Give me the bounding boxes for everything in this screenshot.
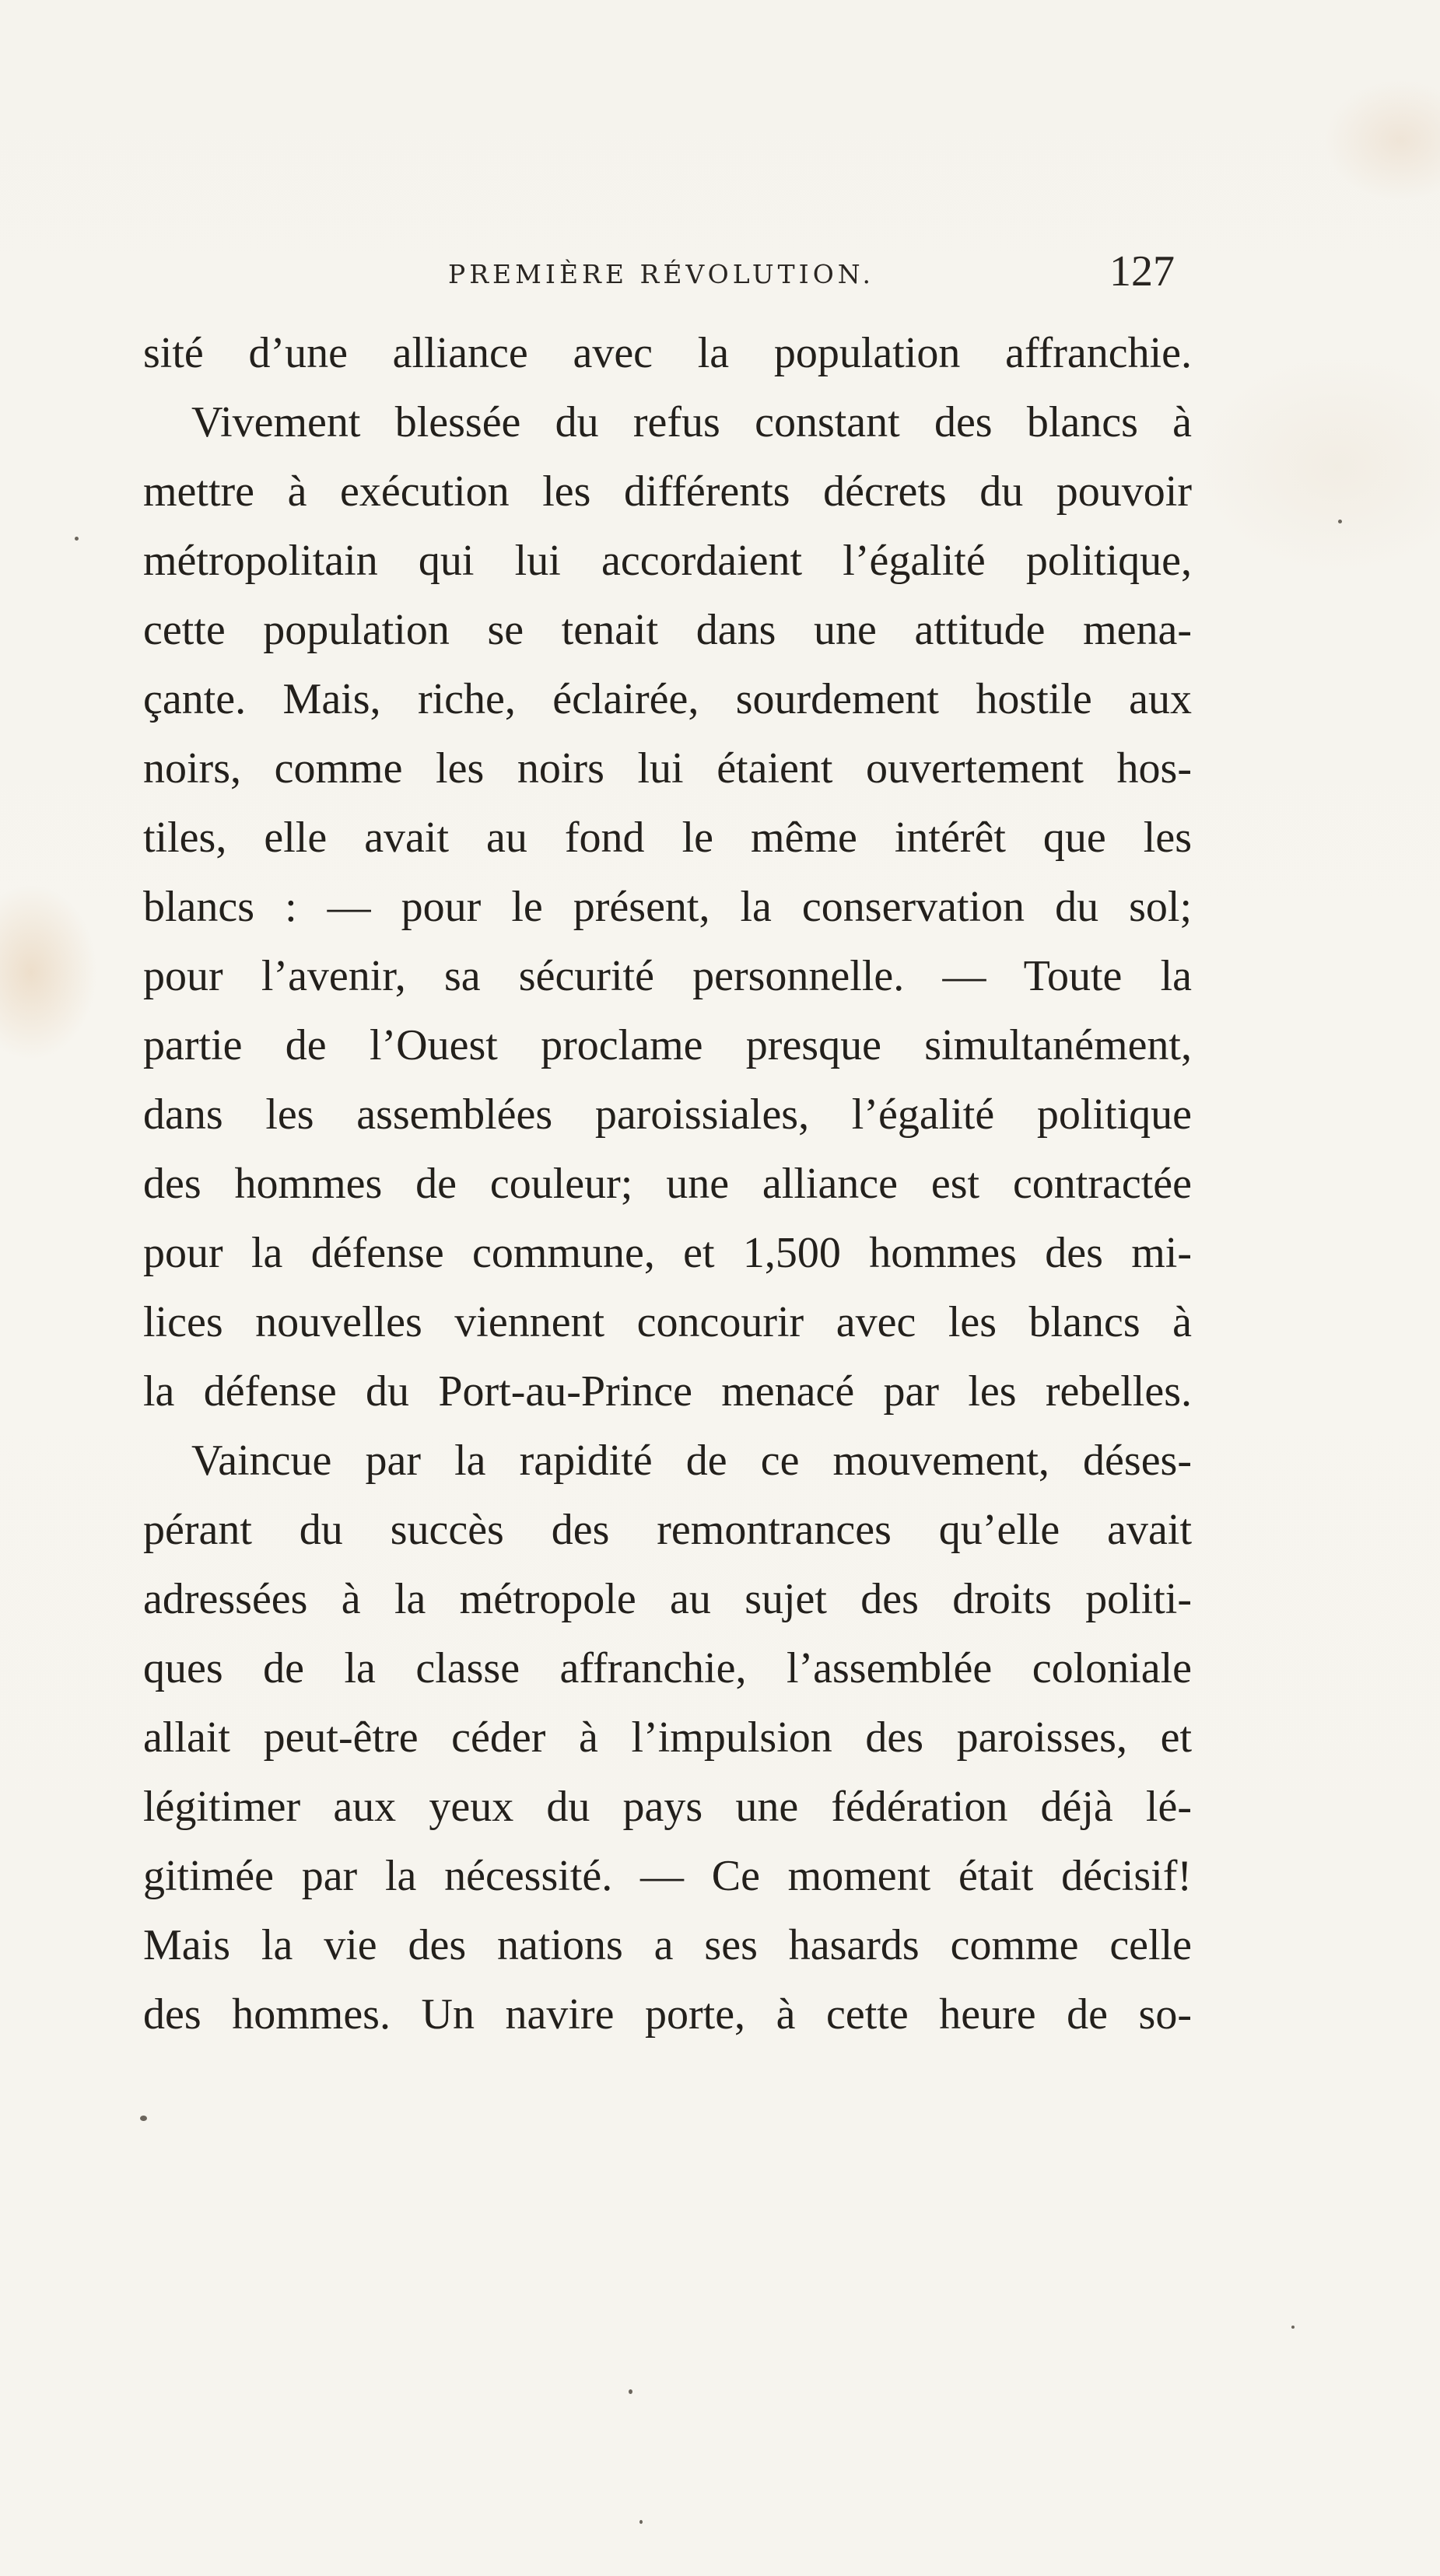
paper-speck — [1291, 2326, 1295, 2329]
body-text — [143, 319, 1192, 2049]
text-line: çante. Mais, riche, éclairée, sourdement hostile aux — [143, 675, 1192, 723]
text-line: gitimée par la nécessité. — Ce moment était décisif! — [143, 1852, 1192, 1900]
text-line: la défense du Port-au-Prince menacé par les rebelles. — [143, 1367, 1192, 1416]
paper-speck — [629, 2389, 632, 2394]
page-number: 127 — [1109, 247, 1175, 296]
text-line: pour la défense commune, et 1,500 hommes des mi- — [143, 1229, 1192, 1277]
text-line: noirs, comme les noirs lui étaient ouvertement hos- — [143, 744, 1192, 793]
text-line: métropolitain qui lui accordaient l’égalité politique, — [143, 537, 1192, 585]
text-line: Vivement blessée du refus constant des blancs à — [191, 398, 1192, 446]
text-line: pour l’avenir, sa sécurité personnelle. — Toute la — [143, 952, 1192, 1000]
paper-speck — [140, 2116, 147, 2121]
text-line: tiles, elle avait au fond le même intérêt que les — [143, 814, 1192, 862]
paper-speck — [75, 537, 79, 541]
paper-speck — [1338, 520, 1342, 523]
text-line: cette population se tenait dans une attitude mena- — [143, 606, 1192, 654]
text-line: ques de la classe affranchie, l’assemblée coloniale — [143, 1644, 1192, 1692]
text-line: des hommes. Un navire porte, à cette heure de so- — [143, 1990, 1192, 2039]
text-line: Vaincue par la rapidité de ce mouvement, déses- — [191, 1437, 1192, 1485]
text-line: pérant du succès des remontrances qu’elle avait — [143, 1506, 1192, 1554]
text-line: sité d’une alliance avec la population affranchie. — [143, 329, 1192, 377]
text-line: Mais la vie des nations a ses hasards comme celle — [143, 1921, 1192, 1969]
text-line: blancs : — pour le présent, la conservation du sol; — [143, 883, 1192, 931]
text-line: partie de l’Ouest proclame presque simultanément, — [143, 1021, 1192, 1069]
text-line: dans les assemblées paroissiales, l’égalité politique — [143, 1090, 1192, 1139]
text-line: des hommes de couleur; une alliance est contractée — [143, 1160, 1192, 1208]
text-line: allait peut-être céder à l’impulsion des paroisses, et — [143, 1713, 1192, 1762]
running-head: PREMIÈRE RÉVOLUTION. — [448, 259, 874, 289]
paper-speck — [639, 2520, 643, 2524]
text-line: lices nouvelles viennent concourir avec les blancs à — [143, 1298, 1192, 1346]
text-line: adressées à la métropole au sujet des droits politi- — [143, 1575, 1192, 1623]
text-line: mettre à exécution les différents décrets du pouvoir — [143, 467, 1192, 516]
text-line: légitimer aux yeux du pays une fédération déjà lé- — [143, 1783, 1192, 1831]
